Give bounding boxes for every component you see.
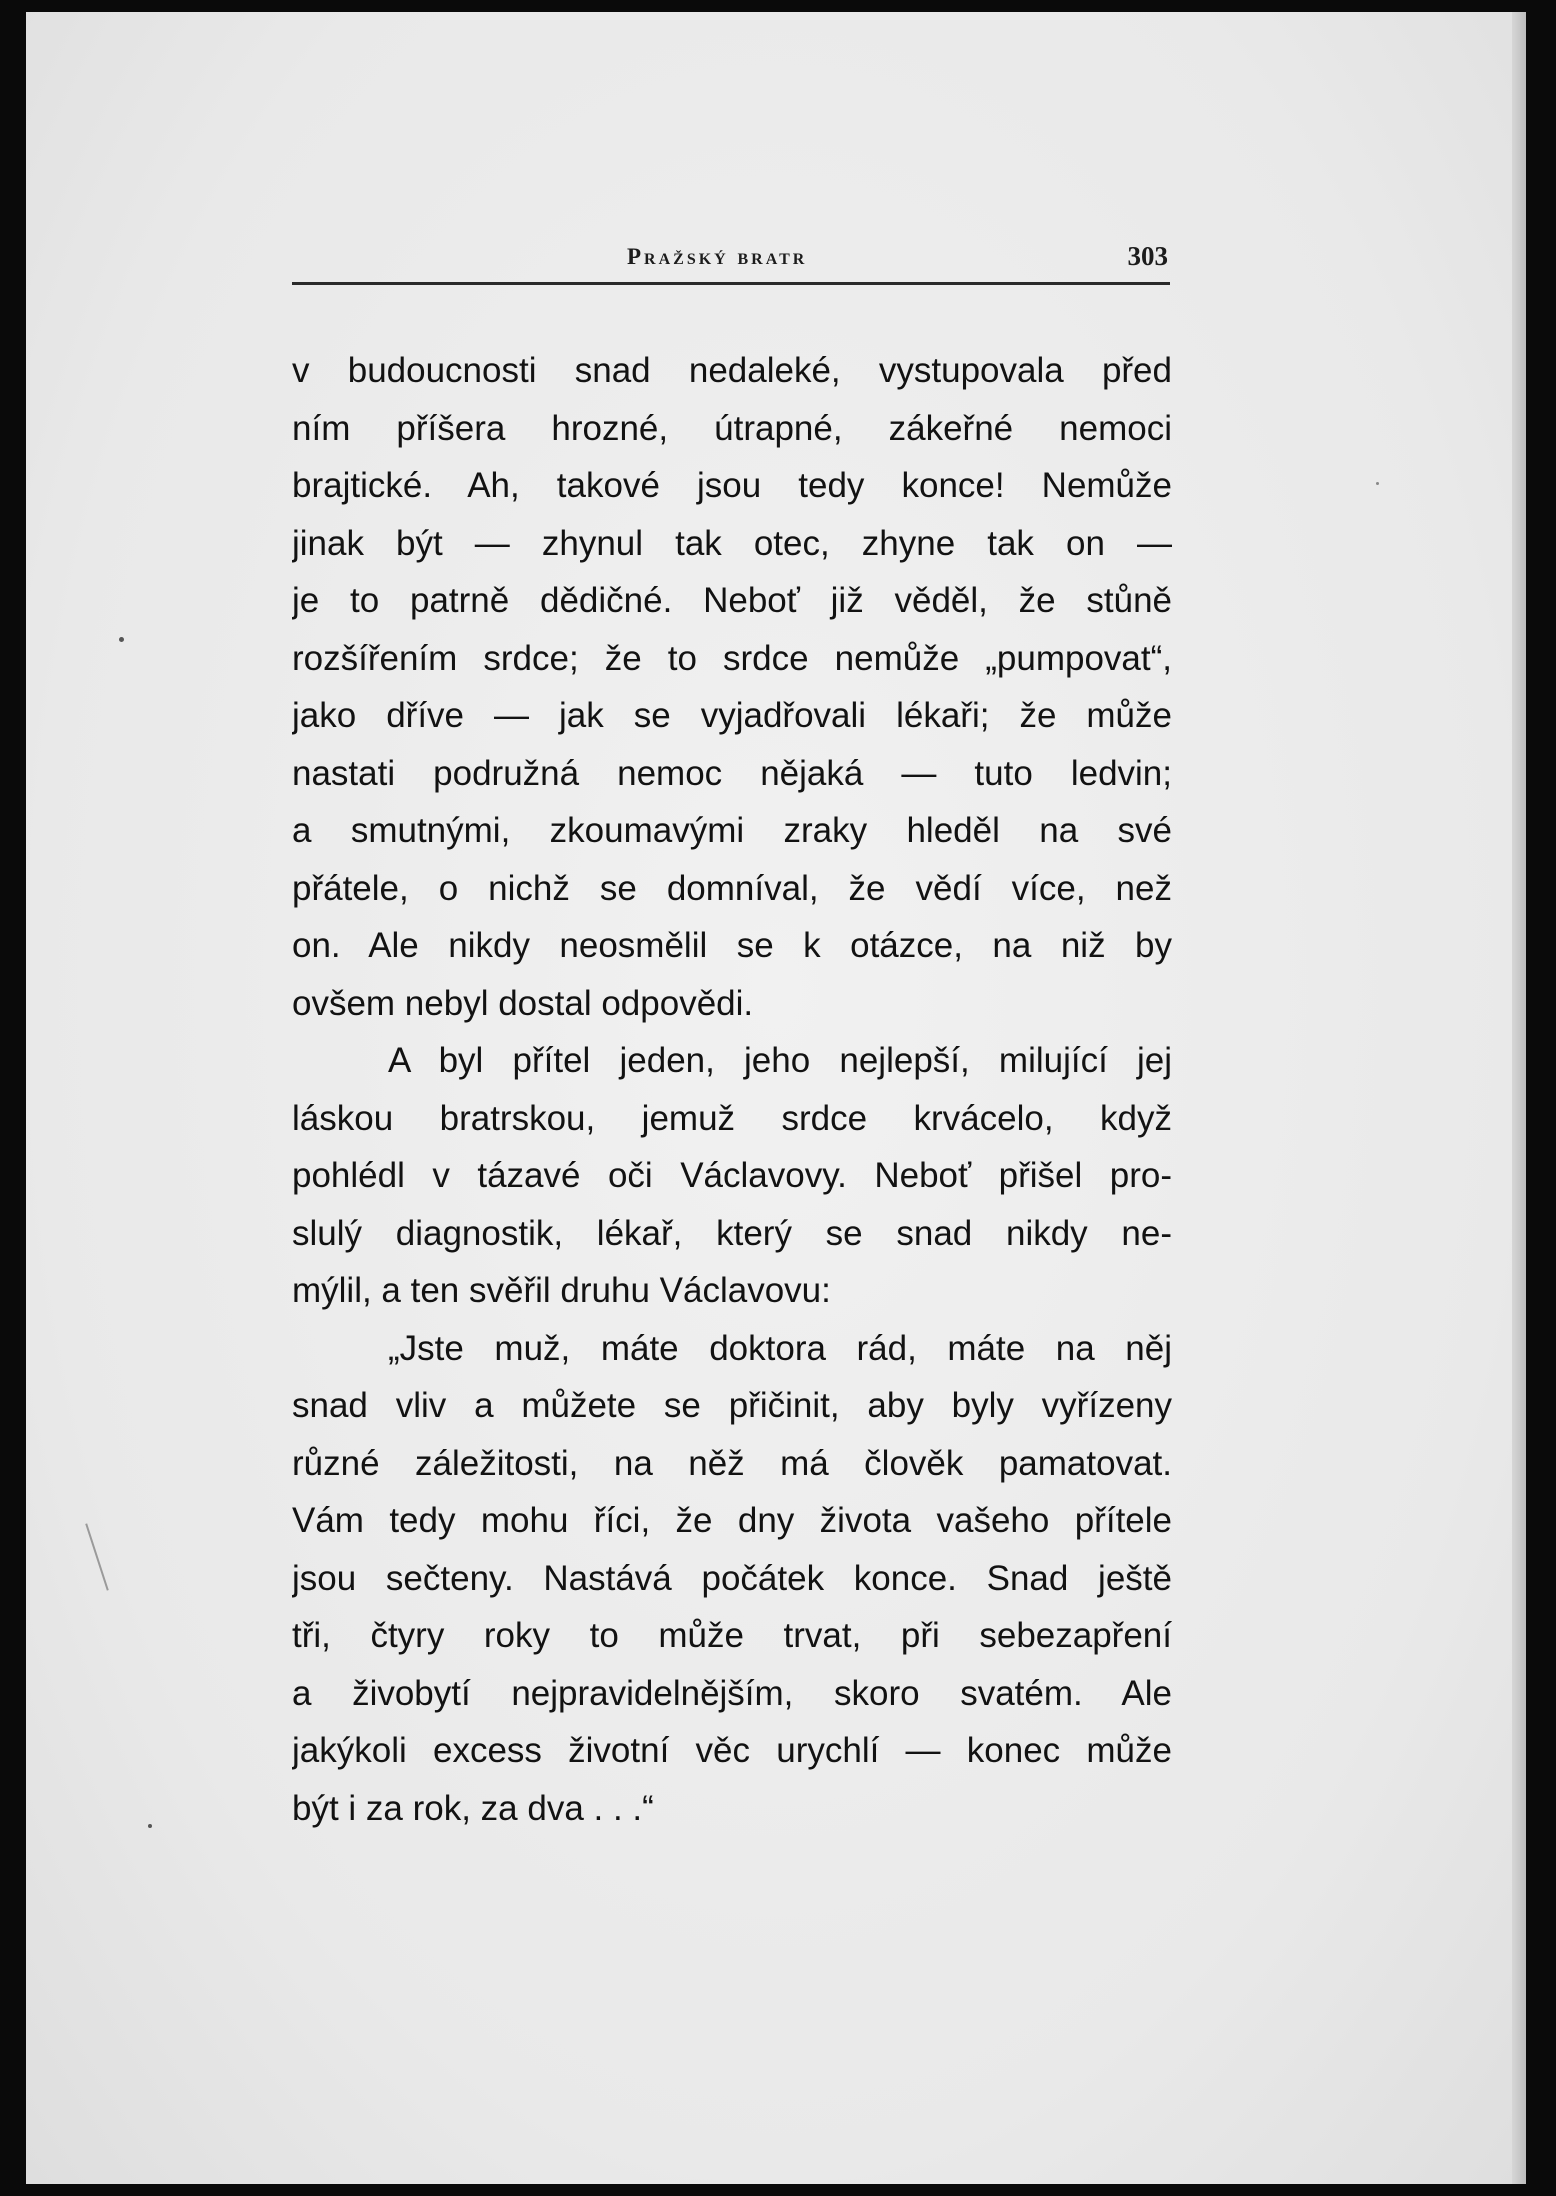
- text-line: láskou bratrskou, jemuž srdce krvácelo, když: [292, 1098, 1172, 1138]
- body-text: [292, 342, 1172, 1837]
- text-line: nastati podružná nemoc nějaká — tuto ledvin;: [292, 753, 1172, 793]
- text-line: jinak být — zhynul tak otec, zhyne tak on —: [292, 523, 1172, 563]
- text-line: ovšem nebyl dostal odpovědi.: [292, 983, 754, 1023]
- text-line: v budoucnosti snad nedaleké, vystupovala před: [292, 351, 1172, 390]
- page-edge-shadow: [1512, 12, 1526, 2184]
- text-line: A byl přítel jeden, jeho nejlepší, milující jej: [388, 1041, 1172, 1080]
- text-line: pohlédl v tázavé oči Václavovy. Neboť přišel pro-: [292, 1156, 1172, 1195]
- dust-speck: [119, 637, 124, 642]
- text-line: různé záležitosti, na něž má člověk pamatovat.: [292, 1443, 1172, 1483]
- text-line: Vám tedy mohu říci, že dny života vašeho přítele: [292, 1501, 1172, 1540]
- text-line: ním příšera hrozné, útrapné, zákeřné nemoci: [292, 408, 1172, 448]
- running-head: [292, 238, 1170, 285]
- text-line: a živobytí nejpravidelnějším, skoro svatém. Ale: [292, 1673, 1172, 1713]
- text-line: jakýkoli excess životní věc urychlí — konec může: [292, 1731, 1172, 1770]
- text-line: tři, čtyry roky to může trvat, při sebezapření: [292, 1616, 1172, 1655]
- book-page: [26, 12, 1526, 2184]
- paper-scratch: [85, 1523, 109, 1590]
- dust-speck: [1376, 482, 1379, 485]
- dust-speck: [148, 1824, 152, 1828]
- running-title: Pražský bratr: [627, 244, 808, 269]
- text-line: mýlil, a ten svěřil druhu Václavovu:: [292, 1271, 831, 1310]
- text-line: slulý diagnostik, lékař, který se snad nikdy ne-: [292, 1213, 1172, 1253]
- page-number: 303: [1127, 241, 1168, 271]
- text-line: a smutnými, zkoumavými zraky hleděl na své: [292, 811, 1172, 850]
- text-line: je to patrně dědičné. Neboť již věděl, že stůně: [292, 581, 1172, 620]
- text-line: jako dříve — jak se vyjadřovali lékaři; že může: [292, 696, 1172, 735]
- text-line: snad vliv a můžete se přičinit, aby byly vyřízeny: [292, 1386, 1172, 1425]
- text-line: jsou sečteny. Nastává počátek konce. Snad ještě: [292, 1558, 1172, 1598]
- text-line: brajtické. Ah, takové jsou tedy konce! Nemůže: [292, 466, 1172, 505]
- text-line: rozšířením srdce; že to srdce nemůže „pumpovat“,: [292, 638, 1172, 678]
- text-line: přátele, o nichž se domníval, že vědí více, než: [292, 868, 1172, 908]
- text-line: „Jste muž, máte doktora rád, máte na něj: [388, 1328, 1172, 1368]
- text-line: on. Ale nikdy neosmělil se k otázce, na niž by: [292, 926, 1172, 965]
- text-line: být i za rok, za dva . . .“: [292, 1788, 654, 1828]
